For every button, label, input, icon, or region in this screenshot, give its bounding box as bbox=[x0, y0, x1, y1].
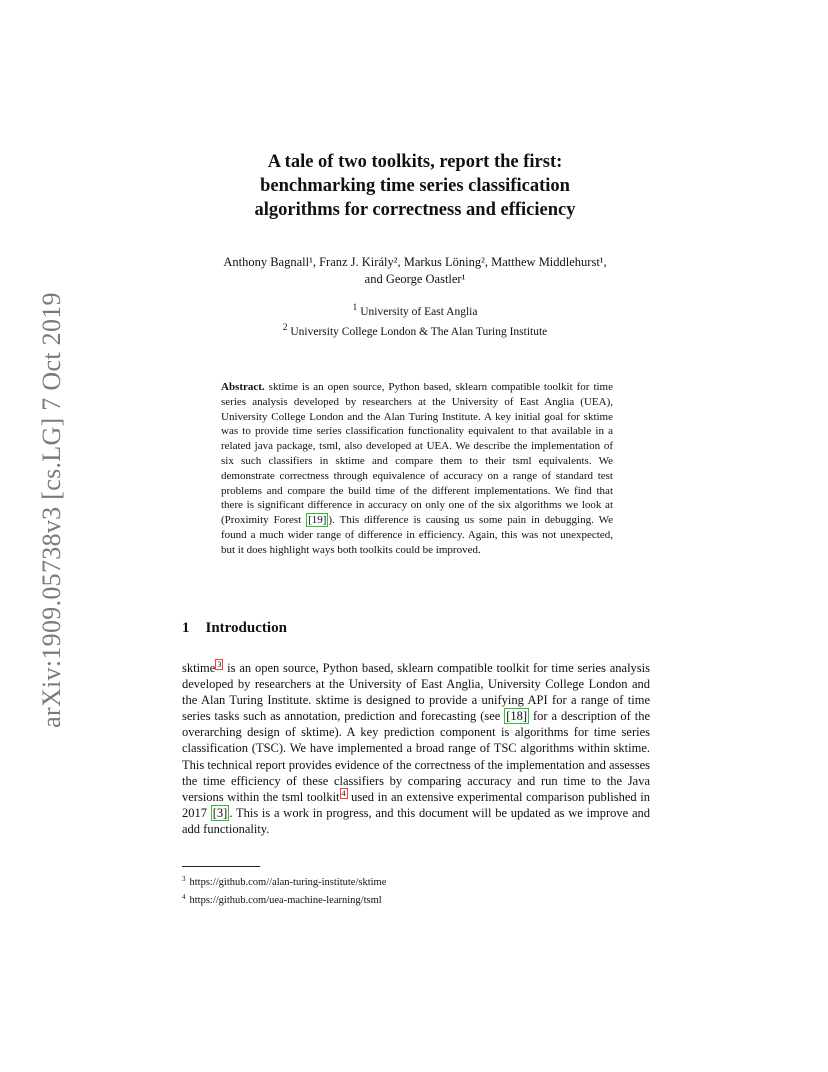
body-text: for a description of the overarching design of sktime). A key prediction component is algorithms for time series classification (TSC). We have implemented a broad range of TSC algorithms within sktime. This technical report provides evidence of the correctness of the implementation and assesses the time efficiency of these classifiers by comparing accuracy and run time to the Java versions within the tsml toolkit bbox=[182, 709, 650, 804]
authors-line: and George Oastler¹ bbox=[364, 272, 466, 286]
title-line: A tale of two toolkits, report the first: bbox=[267, 152, 563, 172]
affiliation-name: University of East Anglia bbox=[360, 305, 478, 318]
citation-link[interactable]: [19] bbox=[308, 514, 327, 527]
affiliation-item bbox=[160, 320, 670, 340]
footnote-url[interactable]: https://github.com//alan-turing-institute/sktime bbox=[189, 877, 387, 888]
section-title: Introduction bbox=[205, 620, 287, 636]
title-line: benchmarking time series classification bbox=[260, 176, 570, 196]
footnotes bbox=[182, 872, 386, 908]
body-text: sktime bbox=[182, 661, 216, 675]
author-list bbox=[160, 254, 670, 288]
arxiv-identifier: arXiv:1909.05738v3 [cs.LG] 7 Oct 2019 bbox=[37, 292, 66, 728]
footnote-item bbox=[182, 872, 386, 890]
affiliation-mark: 1 bbox=[352, 302, 358, 313]
section-number: 1 bbox=[182, 620, 190, 636]
citation-link[interactable]: [3] bbox=[212, 805, 228, 820]
body-text: used in an extensive experimental comparison published in 2017 bbox=[182, 789, 650, 820]
affiliations bbox=[160, 300, 670, 340]
affiliation-name: University College London & The Alan Turing Institute bbox=[290, 325, 548, 338]
footnote-mark: 3 bbox=[182, 875, 186, 883]
footnote-rule bbox=[182, 866, 260, 867]
affiliation-item bbox=[160, 300, 670, 320]
footnote-ref[interactable]: 3 bbox=[217, 659, 222, 669]
abstract bbox=[221, 380, 613, 558]
body-text: . This is a work in progress, and this document will be updated as we improve and add functionality. bbox=[182, 805, 650, 836]
body-text: is an open source, Python based, sklearn compatible toolkit for time series analysis developed by researchers at the University of East Anglia, University College London and the Alan Turing Institute. sktime is designed to provide a unifying API for a range of time series tasks such as annotation, prediction and forecasting (see bbox=[182, 661, 650, 724]
paper-title bbox=[180, 150, 650, 222]
affiliation-mark: 2 bbox=[282, 321, 288, 333]
authors-line: Anthony Bagnall¹, Franz J. Király², Markus Löning², Matthew Middlehurst¹, bbox=[223, 255, 607, 269]
title-line: algorithms for correctness and efficiency bbox=[254, 200, 576, 220]
intro-paragraph bbox=[182, 660, 650, 837]
abstract-text: ). This difference is causing us some pain in debugging. We found a much wider range of difference in efficiency. Again, this was not unexpected, but it does highlight ways both toolkits could be improved. bbox=[221, 514, 613, 556]
citation-link[interactable]: [18] bbox=[506, 709, 528, 724]
section-heading bbox=[182, 620, 287, 637]
footnote-mark: 4 bbox=[182, 893, 186, 901]
footnote-item bbox=[182, 890, 386, 908]
abstract-label: Abstract. bbox=[221, 381, 265, 393]
abstract-text: sktime is an open source, Python based, sklearn compatible toolkit for time series analysis developed by researchers at the University of East Anglia (UEA), University College London and the Alan Turing Institute. A key initial goal for sktime was to provide time series classification functionality equivalent to that available in a related java package, tsml, also developed at UEA. We describe the implementation of six such classifiers in sktime and compare them to their tsml equivalents. We demonstrate correctness through equivalence of accuracy on a range of standard test problems and compare the build time of the different implementations. We find that there is significant difference in accuracy on only one of the six algorithms we look at (Proximity Forest bbox=[221, 381, 613, 527]
footnote-url[interactable]: https://github.com/uea-machine-learning/tsml bbox=[189, 895, 382, 906]
footnote-ref[interactable]: 4 bbox=[341, 788, 346, 798]
